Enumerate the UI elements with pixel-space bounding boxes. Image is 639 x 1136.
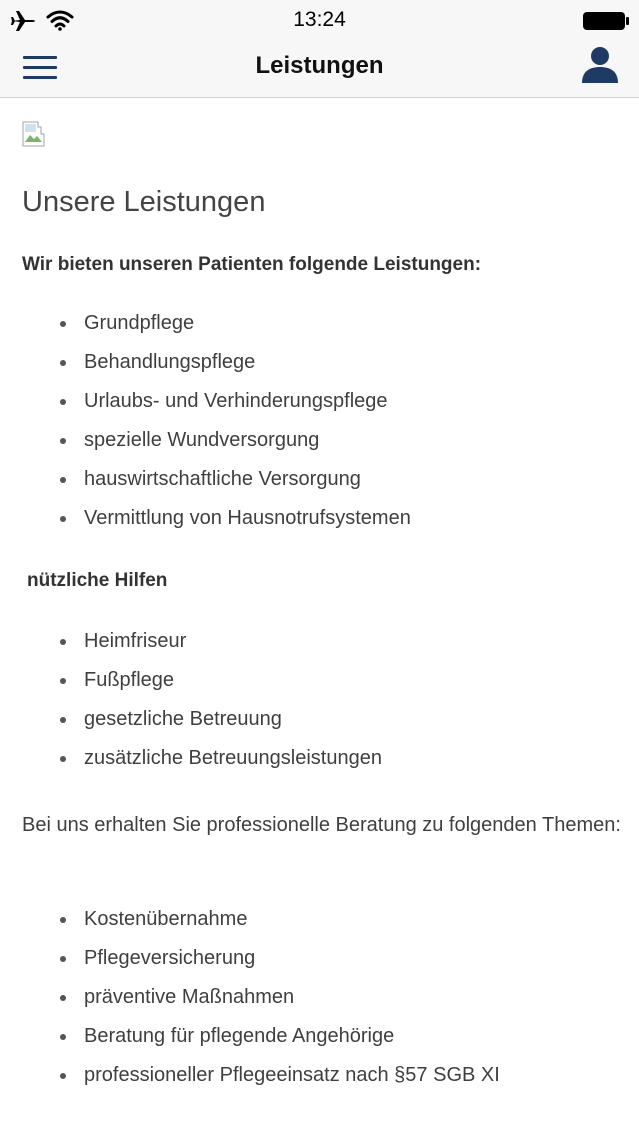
list-item: gesetzliche Betreuung	[60, 707, 382, 746]
list-item: präventive Maßnahmen	[60, 985, 500, 1024]
user-profile-icon[interactable]	[580, 45, 620, 87]
list-item: zusätzliche Betreuungsleistungen	[60, 746, 382, 785]
list-item: spezielle Wundversorgung	[60, 428, 411, 467]
list-item: Grundpflege	[60, 311, 411, 350]
broken-image-icon	[22, 121, 46, 147]
list-item: Fußpflege	[60, 668, 382, 707]
list-item: Urlaubs- und Verhinderungspflege	[60, 389, 411, 428]
helpers-list	[60, 629, 382, 785]
list-item: Beratung für pflegende Angehörige	[60, 1024, 500, 1063]
page-heading: Unsere Leistungen	[22, 186, 266, 218]
status-time: 13:24	[293, 8, 346, 31]
list-item: Pflegeversicherung	[60, 946, 500, 985]
consulting-paragraph: Bei uns erhalten Sie professionelle Beratung zu folgenden Themen:	[22, 814, 621, 836]
list-item: professioneller Pflegeeinsatz nach §57 SGB XI	[60, 1063, 500, 1102]
navigation-bar	[0, 40, 639, 98]
services-intro: Wir bieten unseren Patienten folgende Leistungen:	[22, 254, 482, 275]
battery-icon	[582, 11, 630, 31]
list-item: Vermittlung von Hausnotrufsystemen	[60, 506, 411, 545]
services-list	[60, 311, 411, 545]
list-item: hauswirtschaftliche Versorgung	[60, 467, 411, 506]
list-item: Behandlungspflege	[60, 350, 411, 389]
status-bar	[0, 0, 639, 40]
helpers-heading: nützliche Hilfen	[27, 570, 168, 591]
list-item: Kostenübernahme	[60, 907, 500, 946]
topics-list	[60, 907, 500, 1102]
list-item: Heimfriseur	[60, 629, 382, 668]
page-title: Leistungen	[255, 52, 384, 79]
